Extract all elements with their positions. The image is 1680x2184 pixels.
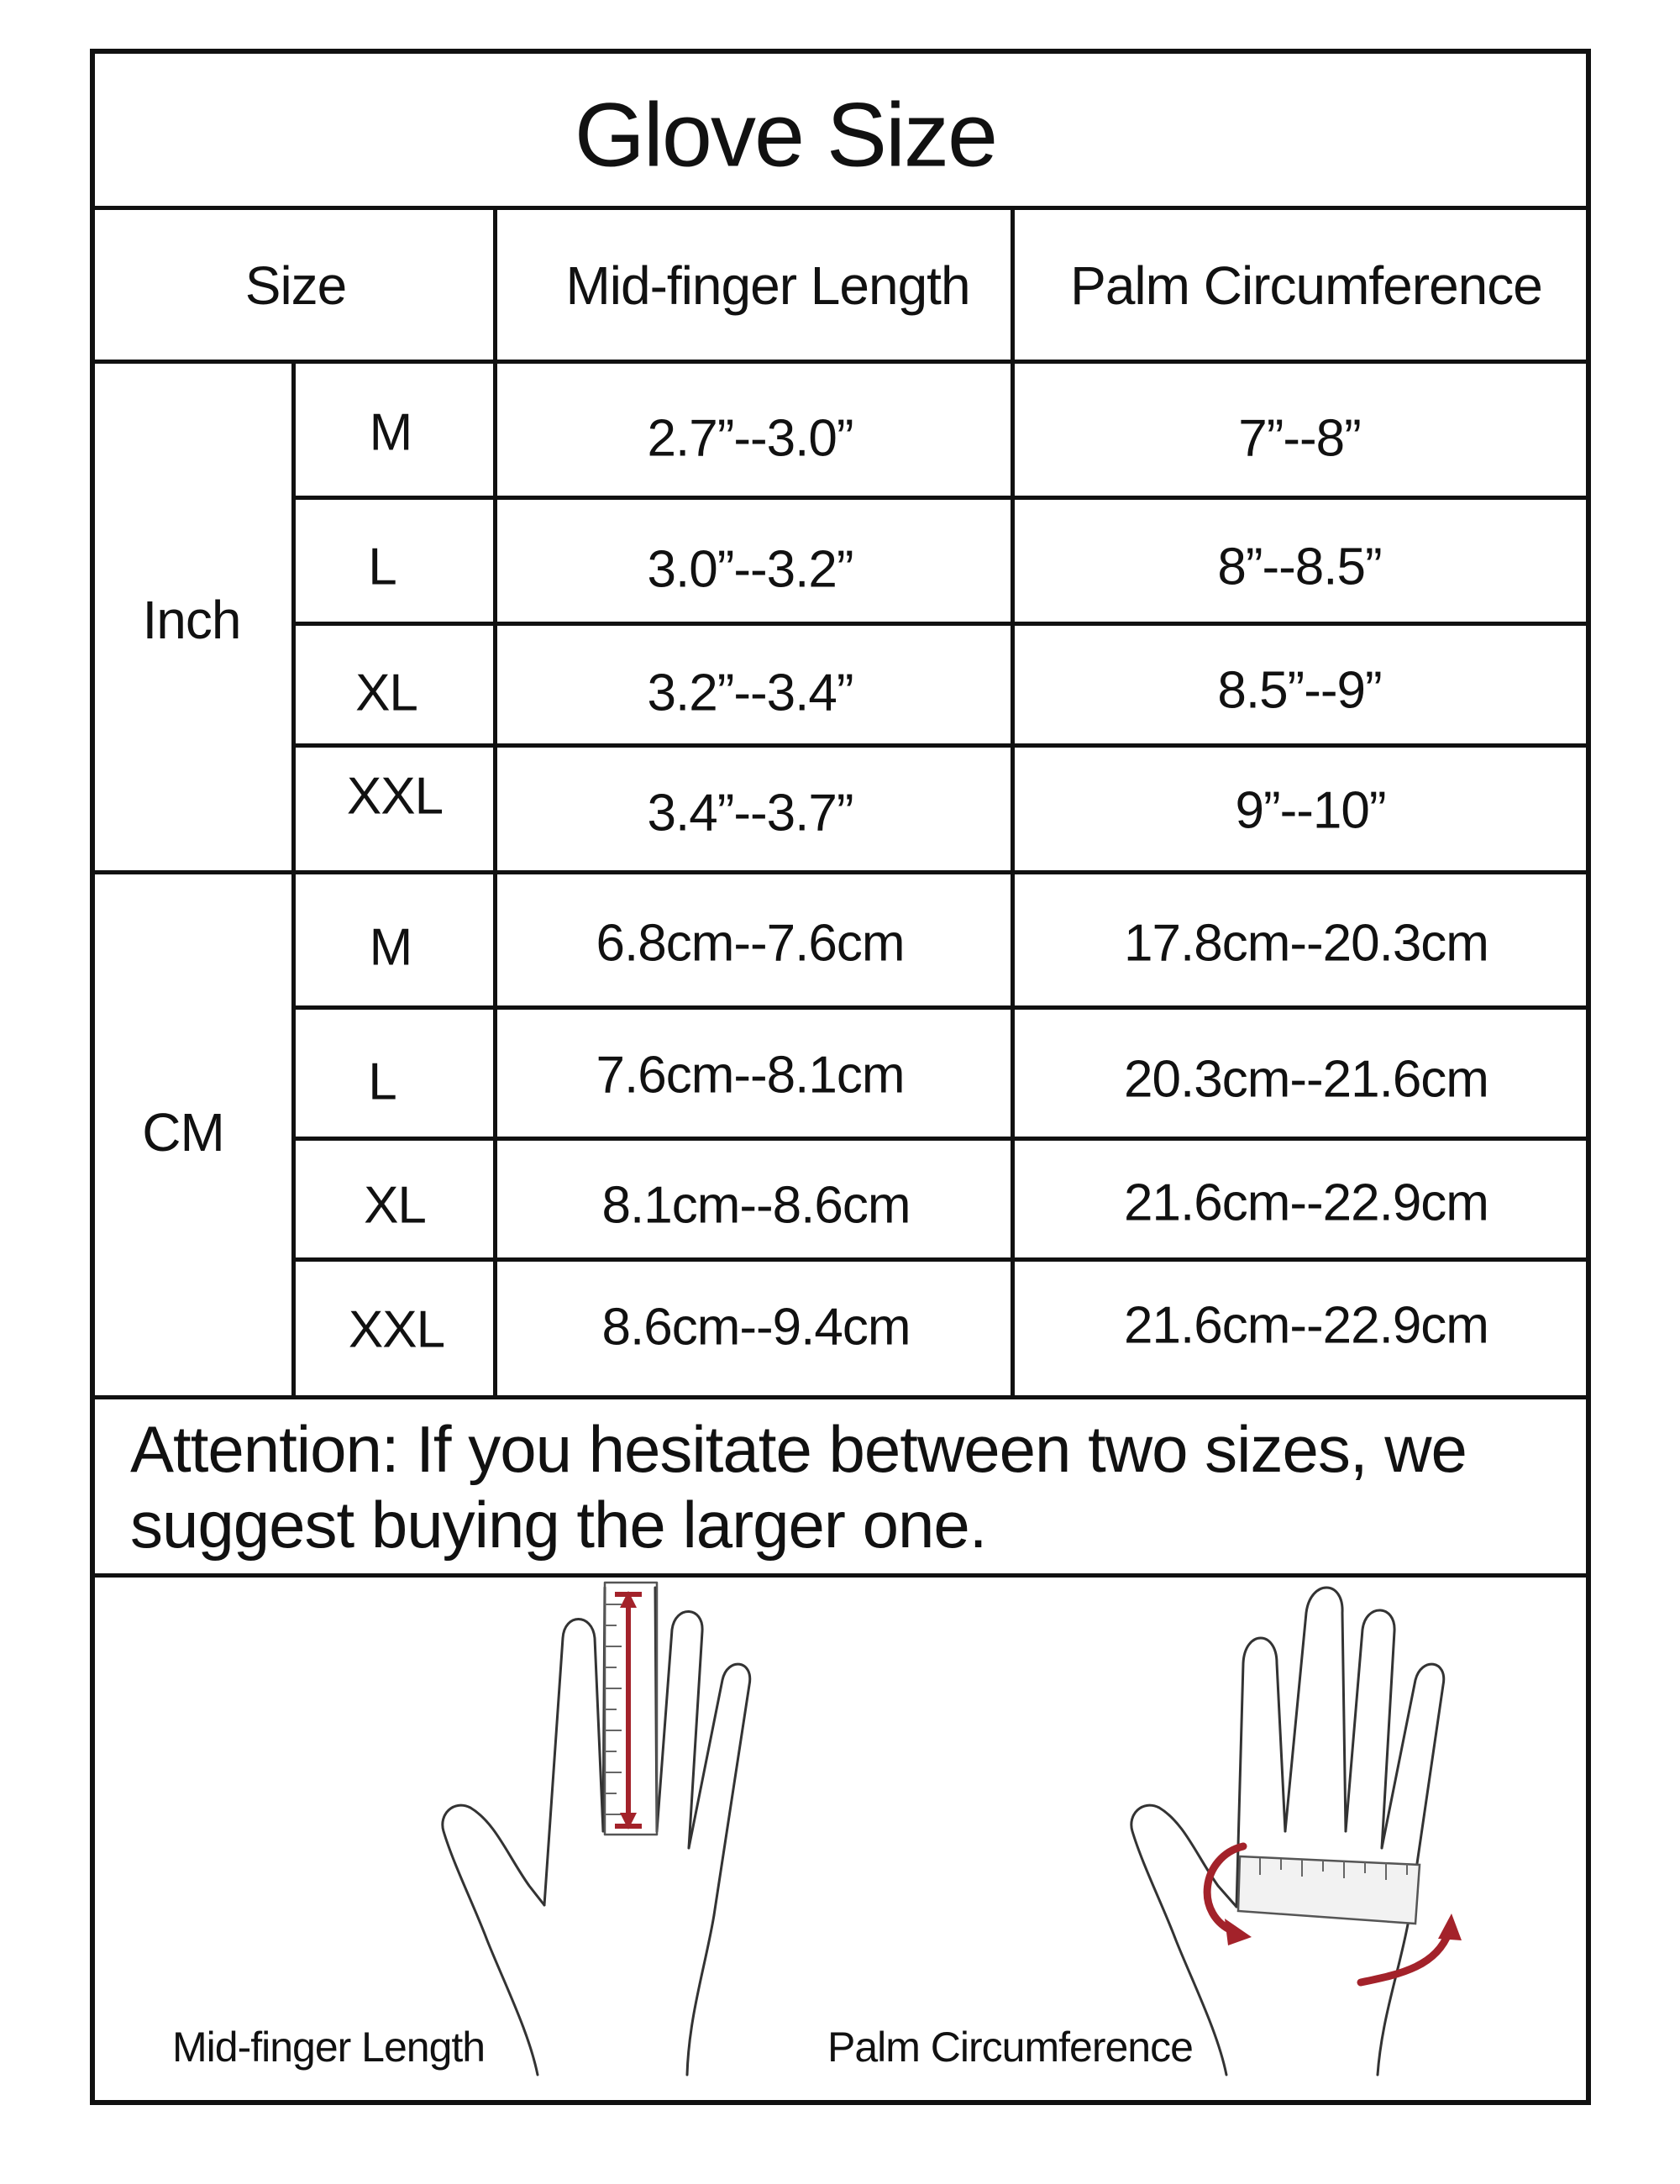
palm-cell: 21.6cm--22.9cm xyxy=(1124,1173,1488,1232)
grid-line xyxy=(294,1257,1591,1262)
grid-line xyxy=(294,622,1591,626)
size-cell: L xyxy=(368,1053,396,1111)
palm-cell: 8.5”--9” xyxy=(1217,661,1382,720)
grid-line xyxy=(90,1573,1591,1578)
grid-line xyxy=(294,1005,1591,1010)
size-cell: XL xyxy=(364,1176,426,1235)
unit-label-cm: CM xyxy=(142,1102,224,1163)
size-cell: M xyxy=(369,403,412,462)
mid-finger-cell: 8.1cm--8.6cm xyxy=(601,1176,911,1235)
mid-finger-cell: 7.6cm--8.1cm xyxy=(596,1046,905,1105)
palm-cell: 8”--8.5” xyxy=(1217,538,1382,596)
grid-line xyxy=(90,360,1591,364)
grid-line xyxy=(294,496,1591,500)
header-mid-finger: Mid-finger Length xyxy=(565,255,970,316)
palm-cell: 20.3cm--21.6cm xyxy=(1124,1050,1488,1109)
mid-finger-cell: 6.8cm--7.6cm xyxy=(596,914,905,973)
grid-line xyxy=(90,1395,1591,1399)
header-palm-circumference: Palm Circumference xyxy=(1070,255,1542,316)
attention-note: Attention: If you hesitate between two sizes, we suggest buying the larger one. xyxy=(130,1412,1467,1562)
grid-line xyxy=(493,206,497,1398)
caption-palm-circumference: Palm Circumference xyxy=(827,2024,1193,2071)
grid-line xyxy=(1011,206,1015,1398)
grid-line xyxy=(90,870,1591,874)
caption-mid-finger: Mid-finger Length xyxy=(172,2024,486,2071)
hand-tape-palm-icon xyxy=(1126,1579,1487,2083)
grid-line xyxy=(294,1137,1591,1141)
chart-title: Glove Size xyxy=(574,83,997,186)
size-cell: L xyxy=(368,538,396,596)
hand-ruler-finger-icon xyxy=(437,1579,790,2083)
unit-label-inch: Inch xyxy=(142,590,241,650)
mid-finger-cell: 3.2”--3.4” xyxy=(647,664,853,722)
palm-cell: 9”--10” xyxy=(1235,781,1386,840)
palm-cell: 21.6cm--22.9cm xyxy=(1124,1296,1488,1355)
grid-line xyxy=(294,743,1591,748)
header-size: Size xyxy=(244,255,347,316)
grid-line xyxy=(291,360,296,1398)
mid-finger-cell: 3.0”--3.2” xyxy=(647,540,853,599)
size-cell: XL xyxy=(355,664,417,722)
grid-line xyxy=(90,206,1591,210)
size-cell: XXL xyxy=(346,767,444,826)
palm-cell: 7”--8” xyxy=(1238,409,1361,468)
size-cell: M xyxy=(369,918,412,977)
mid-finger-cell: 3.4”--3.7” xyxy=(647,784,853,843)
mid-finger-cell: 8.6cm--9.4cm xyxy=(601,1298,911,1357)
size-cell: XXL xyxy=(348,1300,445,1359)
mid-finger-cell: 2.7”--3.0” xyxy=(647,409,853,468)
palm-cell: 17.8cm--20.3cm xyxy=(1124,914,1488,973)
